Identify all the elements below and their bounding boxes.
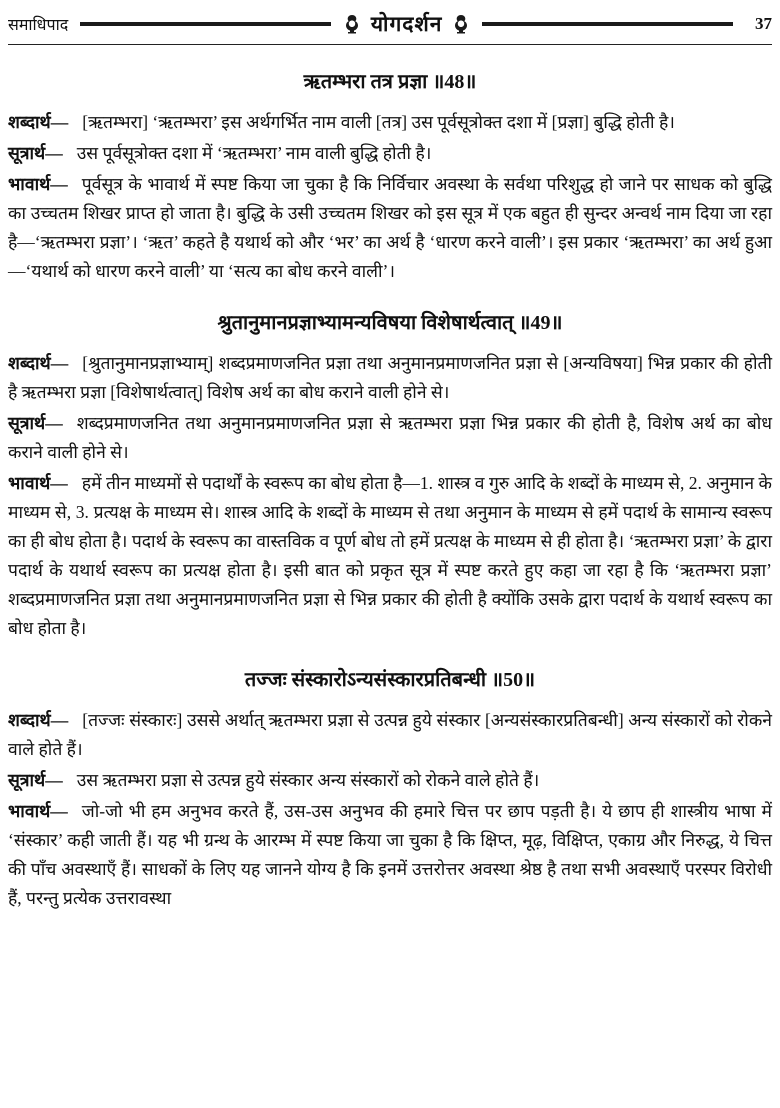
sutrarth-paragraph bbox=[8, 409, 772, 467]
paragraph-label: शब्दार्थ— bbox=[8, 353, 69, 373]
head-rule-left bbox=[80, 22, 331, 26]
paragraph-label: भावार्थ— bbox=[8, 473, 68, 493]
shabdarth-paragraph bbox=[8, 706, 772, 764]
running-head bbox=[8, 10, 772, 38]
ganesha-ornament-icon bbox=[452, 14, 470, 34]
ganesha-ornament-icon bbox=[343, 14, 361, 34]
paragraph-text: हमें तीन माध्यमों से पदार्थों के स्वरूप का बोध होता है—1. शास्त्र व गुरु आदि के शब्दों के माध्यम से, 2. अनुमान के माध्यम से, 3. प्रत्यक्ष के माध्यम से। शास्त्र आदि के शब्दों के माध्यम से तथा अनुमान के माध्यम से हमें पदार्थ के सामान्य स्वरूप का ही बोध होता है। पदार्थ के स्वरूप का वास्तविक व पूर्ण बोध तो हमें प्रत्यक्ष के माध्यम से ही होता है। ‘ऋतम्भरा प्रज्ञा’ के द्वारा पदार्थ के यथार्थ स्वरूप का प्रत्यक्ष होता है। इसी बात को प्रकृत सूत्र में स्पष्ट करते हुए कहा जा रहा है कि ‘ऋतम्भरा प्रज्ञा’ शब्दप्रमाणजनित प्रज्ञा तथा अनुमानप्रमाणजनित प्रज्ञा से भिन्न प्रकार की होती है क्योंकि उसके द्वारा पदार्थ के यथार्थ स्वरूप का बोध होता है। bbox=[8, 473, 772, 638]
paragraph-text: उस पूर्वसूत्रोक्त दशा में ‘ऋतम्भरा’ नाम वाली बुद्धि होती है। bbox=[76, 143, 432, 163]
bhavarth-paragraph bbox=[8, 469, 772, 643]
book-title: योगदर्शन bbox=[370, 12, 443, 36]
paragraph-text: जो-जो भी हम अनुभव करते हैं, उस-उस अनुभव की हमारे चित्त पर छाप पड़ती है। ये छाप ही शास्त्रीय भाषा में ‘संस्कार’ कही जाती हैं। यह भी ग्रन्थ के आरम्भ में स्पष्ट किया जा चुका है कि क्षिप्त, मूढ़, विक्षिप्त, एकाग्र और निरुद्ध, ये चित्त की पाँच अवस्थाएँ हैं। साधकों के लिए यह जानने योग्य है कि इनमें उत्तरोत्तर अवस्था श्रेष्ठ है तथा सभी अवस्थाएँ परस्पर विरोधी हैं, परन्तु प्रत्येक उत्तरावस्था bbox=[8, 801, 772, 908]
sutra-section-48 bbox=[8, 67, 772, 286]
paragraph-label: भावार्थ— bbox=[8, 801, 68, 821]
paragraph-text: शब्दप्रमाणजनित तथा अनुमानप्रमाणजनित प्रज्ञा से ऋतम्भरा प्रज्ञा भिन्न प्रकार की होती है, विशेष अर्थ का बोध कराने वाली होने से। bbox=[8, 413, 772, 462]
sutra-section-49 bbox=[8, 308, 772, 643]
bhavarth-paragraph bbox=[8, 170, 772, 286]
sutrarth-paragraph bbox=[8, 766, 772, 795]
page-number: 37 bbox=[755, 14, 772, 33]
shabdarth-paragraph bbox=[8, 108, 772, 137]
paragraph-text: पूर्वसूत्र के भावार्थ में स्पष्ट किया जा चुका है कि निर्विचार अवस्था के सर्वथा परिशुद्ध हो जाने पर साधक को बुद्धि का उच्चतम शिखर प्राप्त हो जाता है। बुद्धि के उसी उच्चतम शिखर को इस सूत्र में एक बहुत ही सुन्दर अन्वर्थ नाम दिया जा रहा है—‘ऋतम्भरा प्रज्ञा’। ‘ऋत’ कहते है यथार्थ को और ‘भर’ का अर्थ है ‘धारण करने वाली’। इस प्रकार ‘ऋतम्भरा’ का अर्थ हुआ—‘यथार्थ को धारण करने वाली’ या ‘सत्य का बोध करने वाली’। bbox=[8, 174, 772, 281]
paragraph-label: शब्दार्थ— bbox=[8, 112, 69, 132]
paragraph-text: [ऋतम्भरा] ‘ऋतम्भरा’ इस अर्थगर्भित नाम वाली [तत्र] उस पूर्वसूत्रोक्त दशा में [प्रज्ञा] बुद्धि होती है। bbox=[82, 112, 675, 132]
paragraph-label: सूत्रार्थ— bbox=[8, 413, 63, 433]
paragraph-text: [तज्जः संस्कारः] उससे अर्थात् ऋतम्भरा प्रज्ञा से उत्पन्न हुये संस्कार [अन्यसंस्कारप्रतिबन्धी] अन्य संस्कारों को रोकने वाले होते हैं। bbox=[8, 710, 772, 759]
sutra-section-50 bbox=[8, 665, 772, 913]
header-divider bbox=[8, 44, 772, 45]
sutra-heading: ऋतम्भरा तत्र प्रज्ञा ॥48॥ bbox=[303, 71, 477, 93]
paragraph-label: शब्दार्थ— bbox=[8, 710, 69, 730]
shabdarth-paragraph bbox=[8, 349, 772, 407]
paragraph-label: सूत्रार्थ— bbox=[8, 770, 63, 790]
bhavarth-paragraph bbox=[8, 797, 772, 913]
head-rule-right bbox=[482, 22, 733, 26]
paragraph-label: सूत्रार्थ— bbox=[8, 143, 63, 163]
page-content bbox=[8, 67, 772, 913]
sutra-heading: श्रुतानुमानप्रज्ञाभ्यामन्यविषया विशेषार्थत्वात् ॥49॥ bbox=[217, 312, 563, 334]
paragraph-label: भावार्थ— bbox=[8, 174, 68, 194]
sutrarth-paragraph bbox=[8, 139, 772, 168]
chapter-name: समाधिपाद bbox=[8, 17, 69, 34]
sutra-heading: तज्जः संस्कारोऽन्यसंस्कारप्रतिबन्धी ॥50॥ bbox=[244, 669, 536, 691]
paragraph-text: [श्रुतानुमानप्रज्ञाभ्याम्] शब्दप्रमाणजनित प्रज्ञा तथा अनुमानप्रमाणजनित प्रज्ञा से [अन्यविषया] भिन्न प्रकार की होती है ऋतम्भरा प्रज्ञा [विशेषार्थत्वात्] विशेष अर्थ का बोध कराने वाली होने से। bbox=[8, 353, 772, 402]
paragraph-text: उस ऋतम्भरा प्रज्ञा से उत्पन्न हुये संस्कार अन्य संस्कारों को रोकने वाले होते हैं। bbox=[76, 770, 540, 790]
